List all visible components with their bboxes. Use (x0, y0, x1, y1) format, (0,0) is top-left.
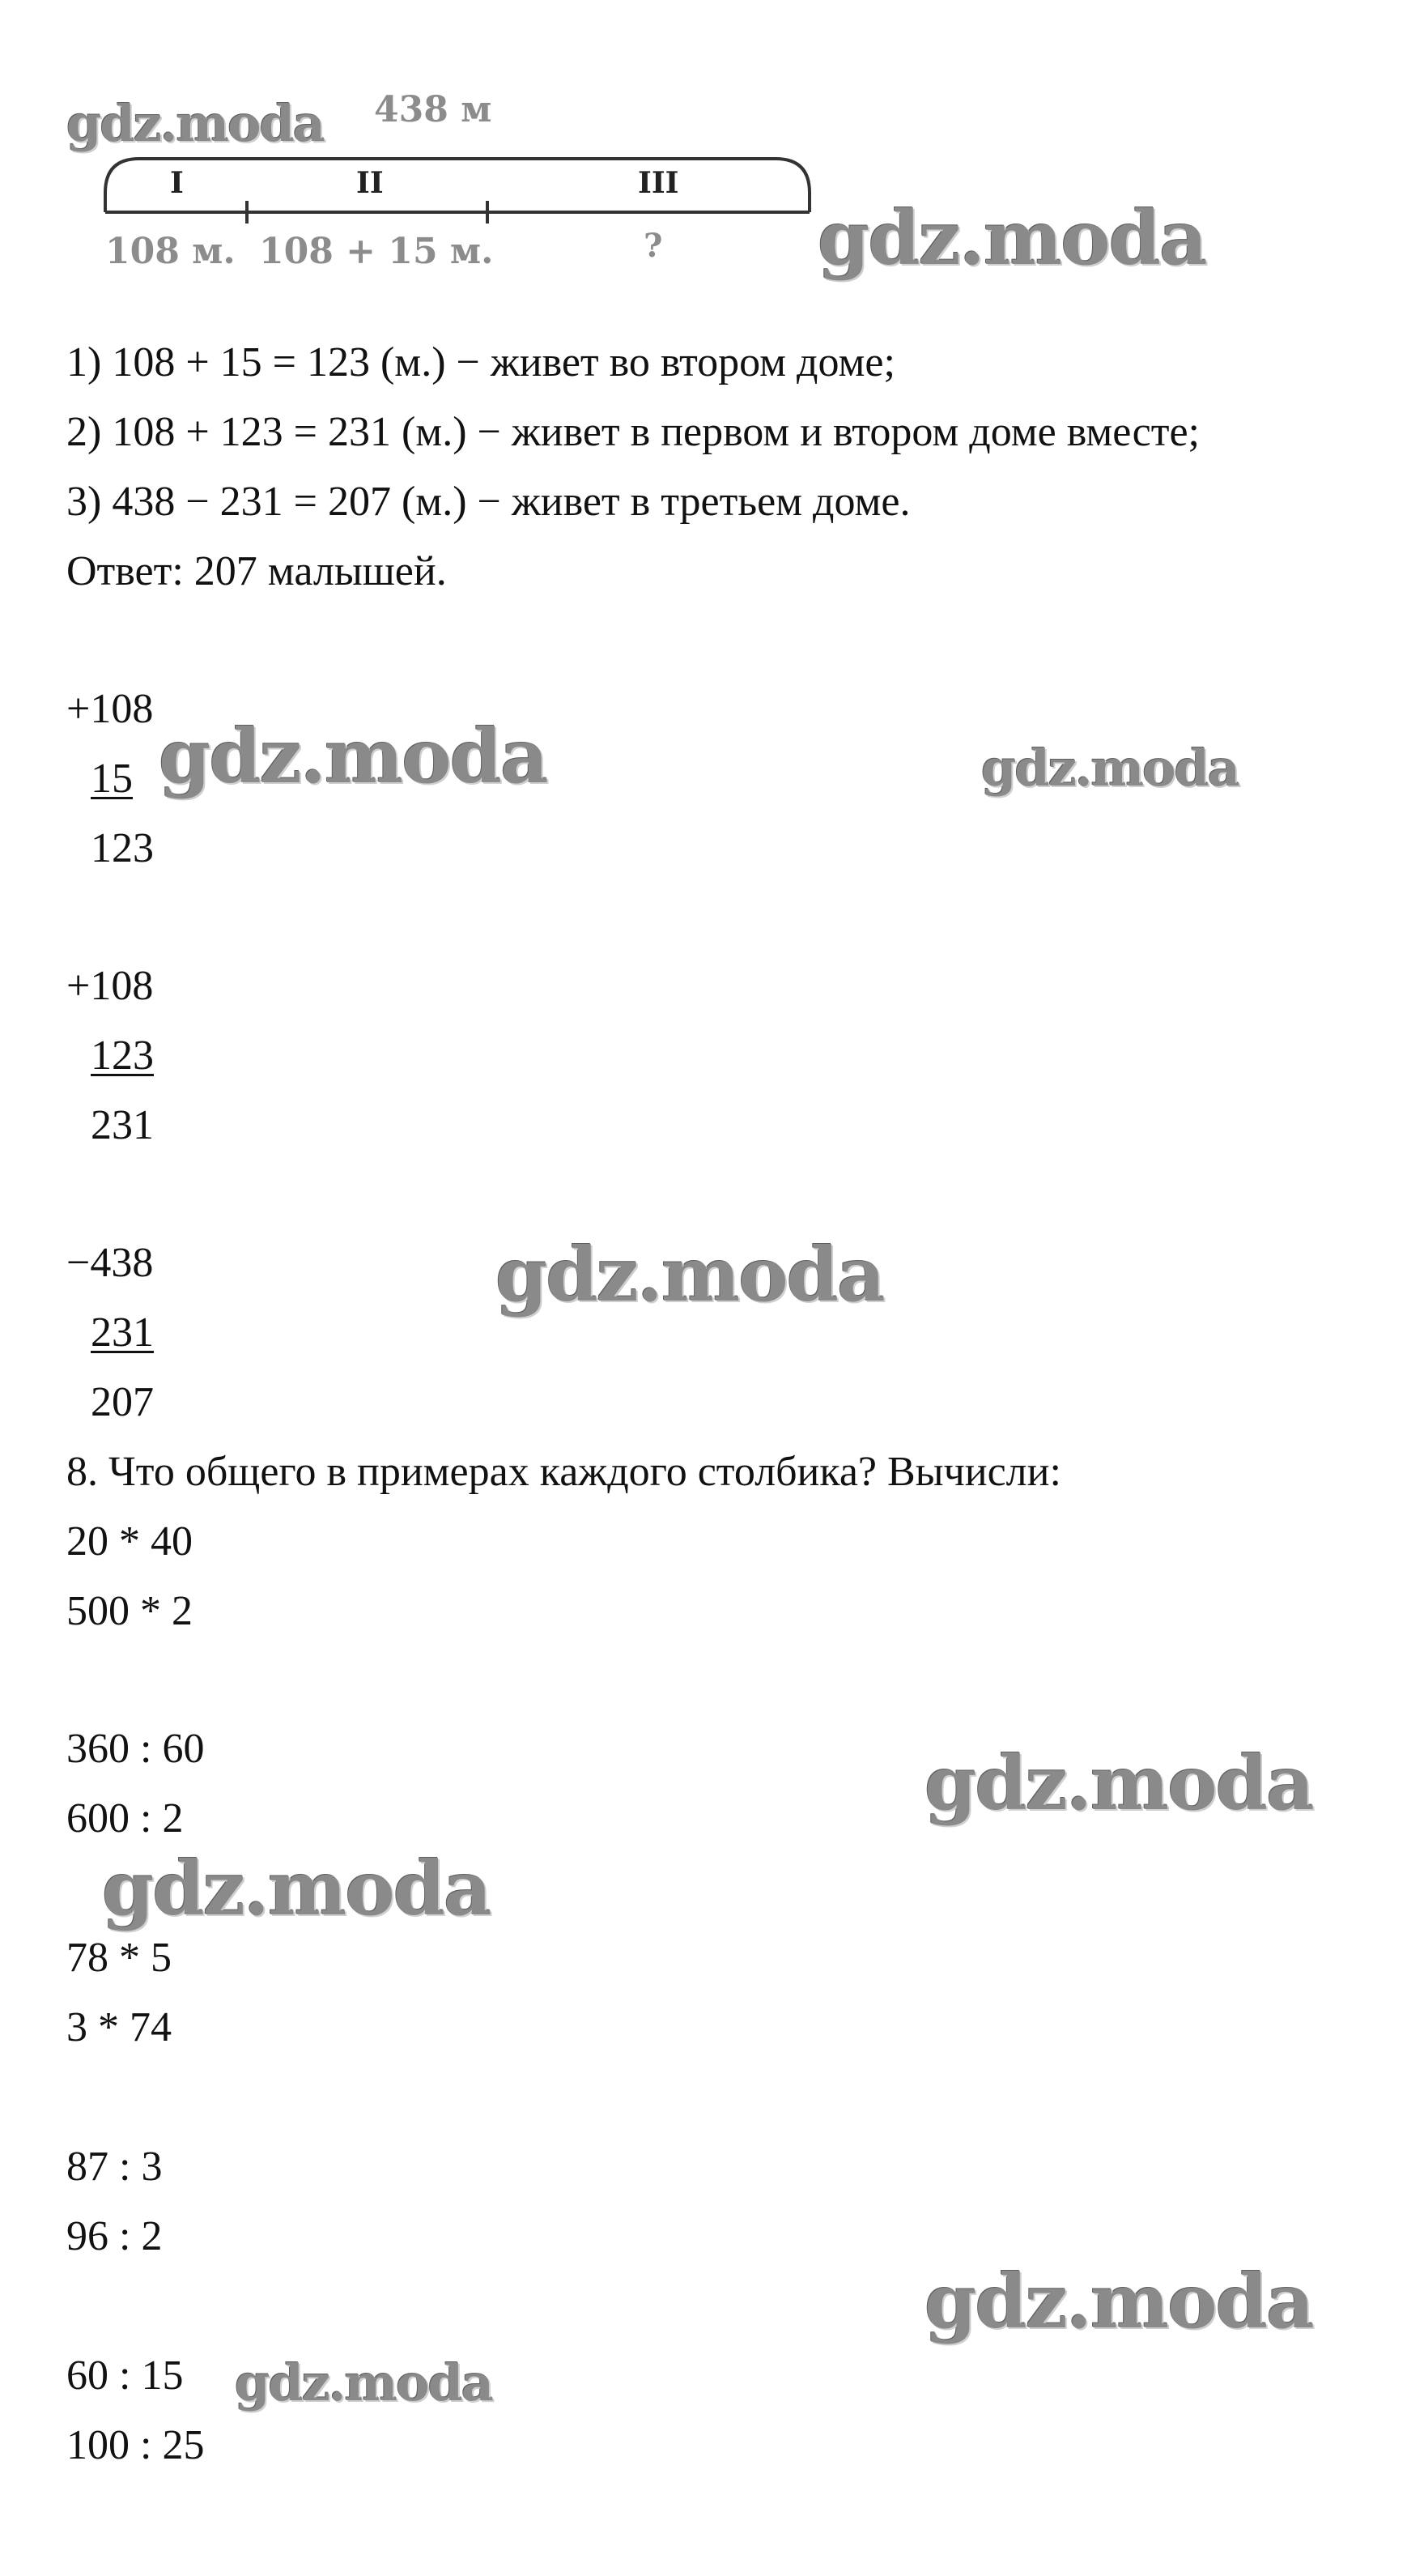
column1-top: +108 (66, 686, 154, 732)
column3-result: 207 (91, 1379, 154, 1425)
solution-step-2: 2) 108 + 123 = 231 (м.) − живет в первом и втором доме вместе; (66, 409, 1200, 455)
answer-line: Ответ: 207 малышей. (66, 548, 447, 594)
task8-group2-item2: 600 : 2 (66, 1795, 184, 1842)
column1-bottom: 15 (91, 756, 133, 802)
task8-group3-item1: 78 * 5 (66, 1935, 172, 1981)
diagram-total-label: 438 м (374, 89, 492, 130)
task8-group1-item2: 500 * 2 (66, 1588, 193, 1634)
task8-group3-item2: 3 * 74 (66, 2004, 172, 2050)
watermark: gdz.moda (66, 94, 324, 153)
task8-group4-item2: 96 : 2 (66, 2213, 163, 2259)
watermark: gdz.moda (925, 2258, 1313, 2345)
column3-bottom: 231 (91, 1309, 154, 1356)
task8-group1-item1: 20 * 40 (66, 1518, 193, 1565)
task8-group2-item1: 360 : 60 (66, 1726, 205, 1772)
watermark: gdz.moda (495, 1231, 884, 1318)
task8-group5-item2: 100 : 25 (66, 2422, 205, 2468)
watermark: gdz.moda (235, 2353, 492, 2412)
column2-top: +108 (66, 963, 154, 1009)
watermark: gdz.moda (102, 1845, 491, 1932)
task8-group4-item1: 87 : 3 (66, 2144, 163, 2190)
task8-title: 8. Что общего в примерах каждого столбика? Вычисли: (66, 1449, 1061, 1495)
diagram-part1-label: 108 м. (105, 231, 236, 272)
solution-step-3: 3) 438 − 231 = 207 (м.) − живет в третьем доме. (66, 479, 911, 525)
column2-result: 231 (91, 1102, 154, 1148)
diagram-part2-label: 108 + 15 м. (259, 231, 494, 272)
watermark: gdz.moda (981, 739, 1239, 798)
column2-bottom: 123 (91, 1033, 154, 1079)
column3-top: −438 (66, 1240, 154, 1286)
diagram-part3-label: ? (644, 227, 663, 265)
column1-result: 123 (91, 825, 154, 871)
watermark: gdz.moda (818, 194, 1206, 282)
diagram-brace (105, 159, 810, 212)
diagram-part3-mark: III (638, 166, 679, 200)
task8-group5-item1: 60 : 15 (66, 2352, 184, 2399)
watermark: gdz.moda (925, 1739, 1313, 1827)
diagram-part1-mark: I (170, 166, 184, 200)
watermark: gdz.moda (159, 713, 547, 800)
solution-step-1: 1) 108 + 15 = 123 (м.) − живет во втором доме; (66, 339, 895, 385)
diagram-part2-mark: II (356, 166, 384, 200)
